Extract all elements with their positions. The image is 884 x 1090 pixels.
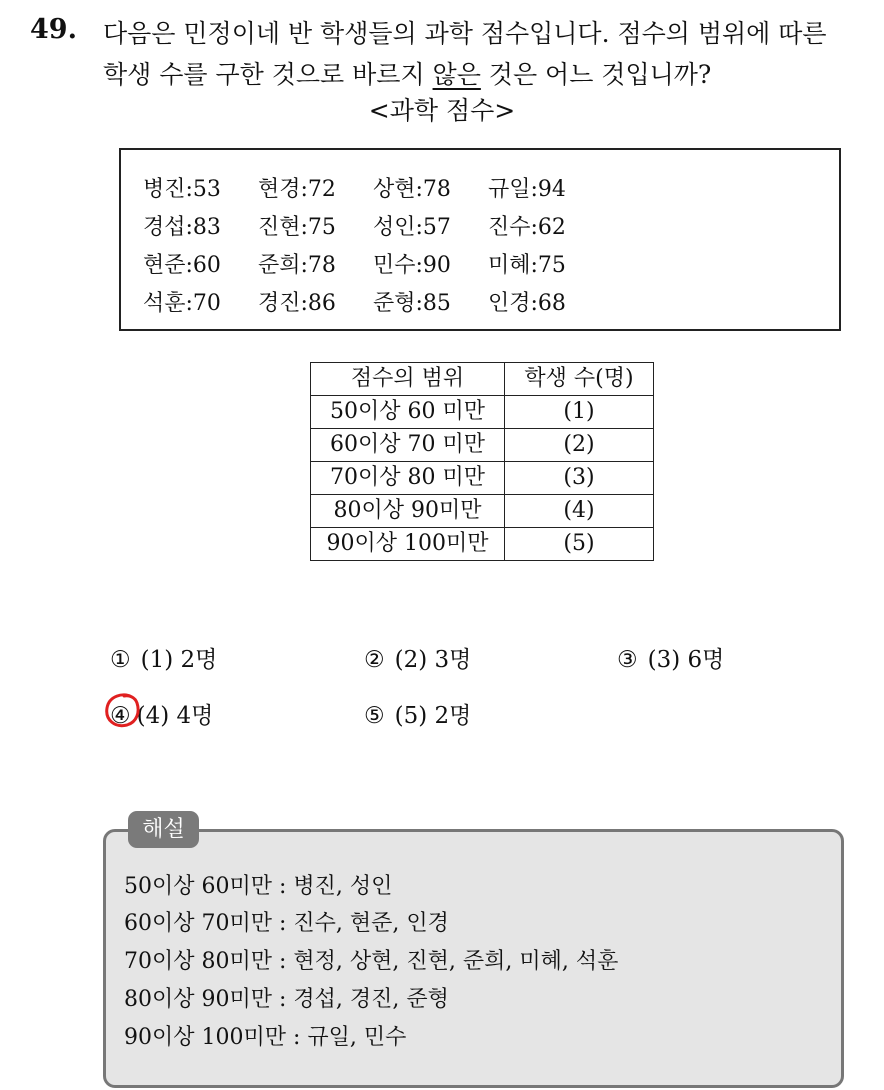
choice-number: ⑤ — [364, 703, 385, 729]
score-entry: 진현:75 — [258, 215, 336, 240]
table-header-row — [311, 363, 654, 396]
score-entry: 상현:78 — [373, 177, 451, 202]
solution-line: 80이상 90미만 : 경섭, 경진, 준형 — [124, 987, 449, 1012]
choice-text: (5) 2명 — [394, 703, 472, 729]
scores-title: <과학 점수> — [368, 96, 516, 125]
frequency-table — [310, 362, 654, 561]
solution-line: 60이상 70미만 : 진수, 현준, 인경 — [124, 911, 449, 936]
count-cell: (1) — [505, 396, 654, 429]
score-entry: 현경:72 — [258, 177, 336, 202]
choice-2[interactable] — [364, 641, 471, 674]
solution-line: 90이상 100미만 : 규일, 민수 — [124, 1025, 407, 1050]
range-cell: 50이상 60 미만 — [311, 396, 505, 429]
score-entry: 현준:60 — [143, 253, 221, 278]
range-cell: 60이상 70 미만 — [311, 429, 505, 462]
score-row — [143, 248, 603, 279]
solution-line: 70이상 80미만 : 현정, 상현, 진현, 준희, 미혜, 석훈 — [124, 949, 619, 974]
choice-1[interactable] — [110, 641, 217, 674]
choice-number: ④ — [110, 703, 131, 729]
score-entry: 인경:68 — [488, 291, 566, 316]
solution-line: 50이상 60미만 : 병진, 성인 — [124, 874, 393, 899]
choice-3[interactable] — [617, 641, 724, 674]
range-cell: 80이상 90미만 — [311, 495, 505, 528]
score-entry: 병진:53 — [143, 177, 221, 202]
score-entry: 준형:85 — [373, 291, 451, 316]
question-text-part: 학생 수를 구한 것으로 바르지 — [103, 60, 433, 89]
table-row — [311, 396, 654, 429]
count-cell: (5) — [505, 528, 654, 561]
choice-text: (4) 4명 — [136, 703, 214, 729]
underlined-word: 않은 — [432, 60, 481, 89]
score-row — [143, 286, 603, 317]
table-row — [311, 462, 654, 495]
score-entry: 석훈:70 — [143, 291, 221, 316]
column-header: 점수의 범위 — [311, 363, 505, 396]
question-number: 49. — [30, 14, 77, 45]
question-text-line2 — [103, 55, 711, 91]
question-text-line1: 다음은 민정이네 반 학생들의 과학 점수입니다. 점수의 범위에 따른 — [103, 19, 827, 48]
score-entry: 미혜:75 — [488, 253, 566, 278]
question-text-part: 것은 어느 것입니까? — [480, 60, 712, 89]
count-cell: (2) — [505, 429, 654, 462]
score-entry: 진수:62 — [488, 215, 566, 240]
table-row — [311, 528, 654, 561]
range-cell: 90이상 100미만 — [311, 528, 505, 561]
count-cell: (3) — [505, 462, 654, 495]
score-entry: 경진:86 — [258, 291, 336, 316]
choice-number: ① — [110, 647, 131, 673]
choice-number: ③ — [617, 647, 638, 673]
range-cell: 70이상 80 미만 — [311, 462, 505, 495]
answer-circle-mark — [103, 690, 143, 730]
score-entry: 경섭:83 — [143, 215, 221, 240]
column-header: 학생 수(명) — [505, 363, 654, 396]
table-row — [311, 495, 654, 528]
score-entry: 성인:57 — [373, 215, 451, 240]
score-row — [143, 172, 603, 203]
score-row — [143, 210, 603, 241]
score-entry: 규일:94 — [488, 177, 566, 202]
choice-text: (1) 2명 — [140, 647, 218, 673]
choice-5[interactable] — [364, 697, 471, 730]
table-row — [311, 429, 654, 462]
solution-tag: 해설 — [128, 811, 199, 848]
choice-number: ② — [364, 647, 385, 673]
choice-text: (2) 3명 — [394, 647, 472, 673]
score-entry: 준희:78 — [258, 253, 336, 278]
choice-text: (3) 6명 — [647, 647, 725, 673]
score-entry: 민수:90 — [373, 253, 451, 278]
count-cell: (4) — [505, 495, 654, 528]
